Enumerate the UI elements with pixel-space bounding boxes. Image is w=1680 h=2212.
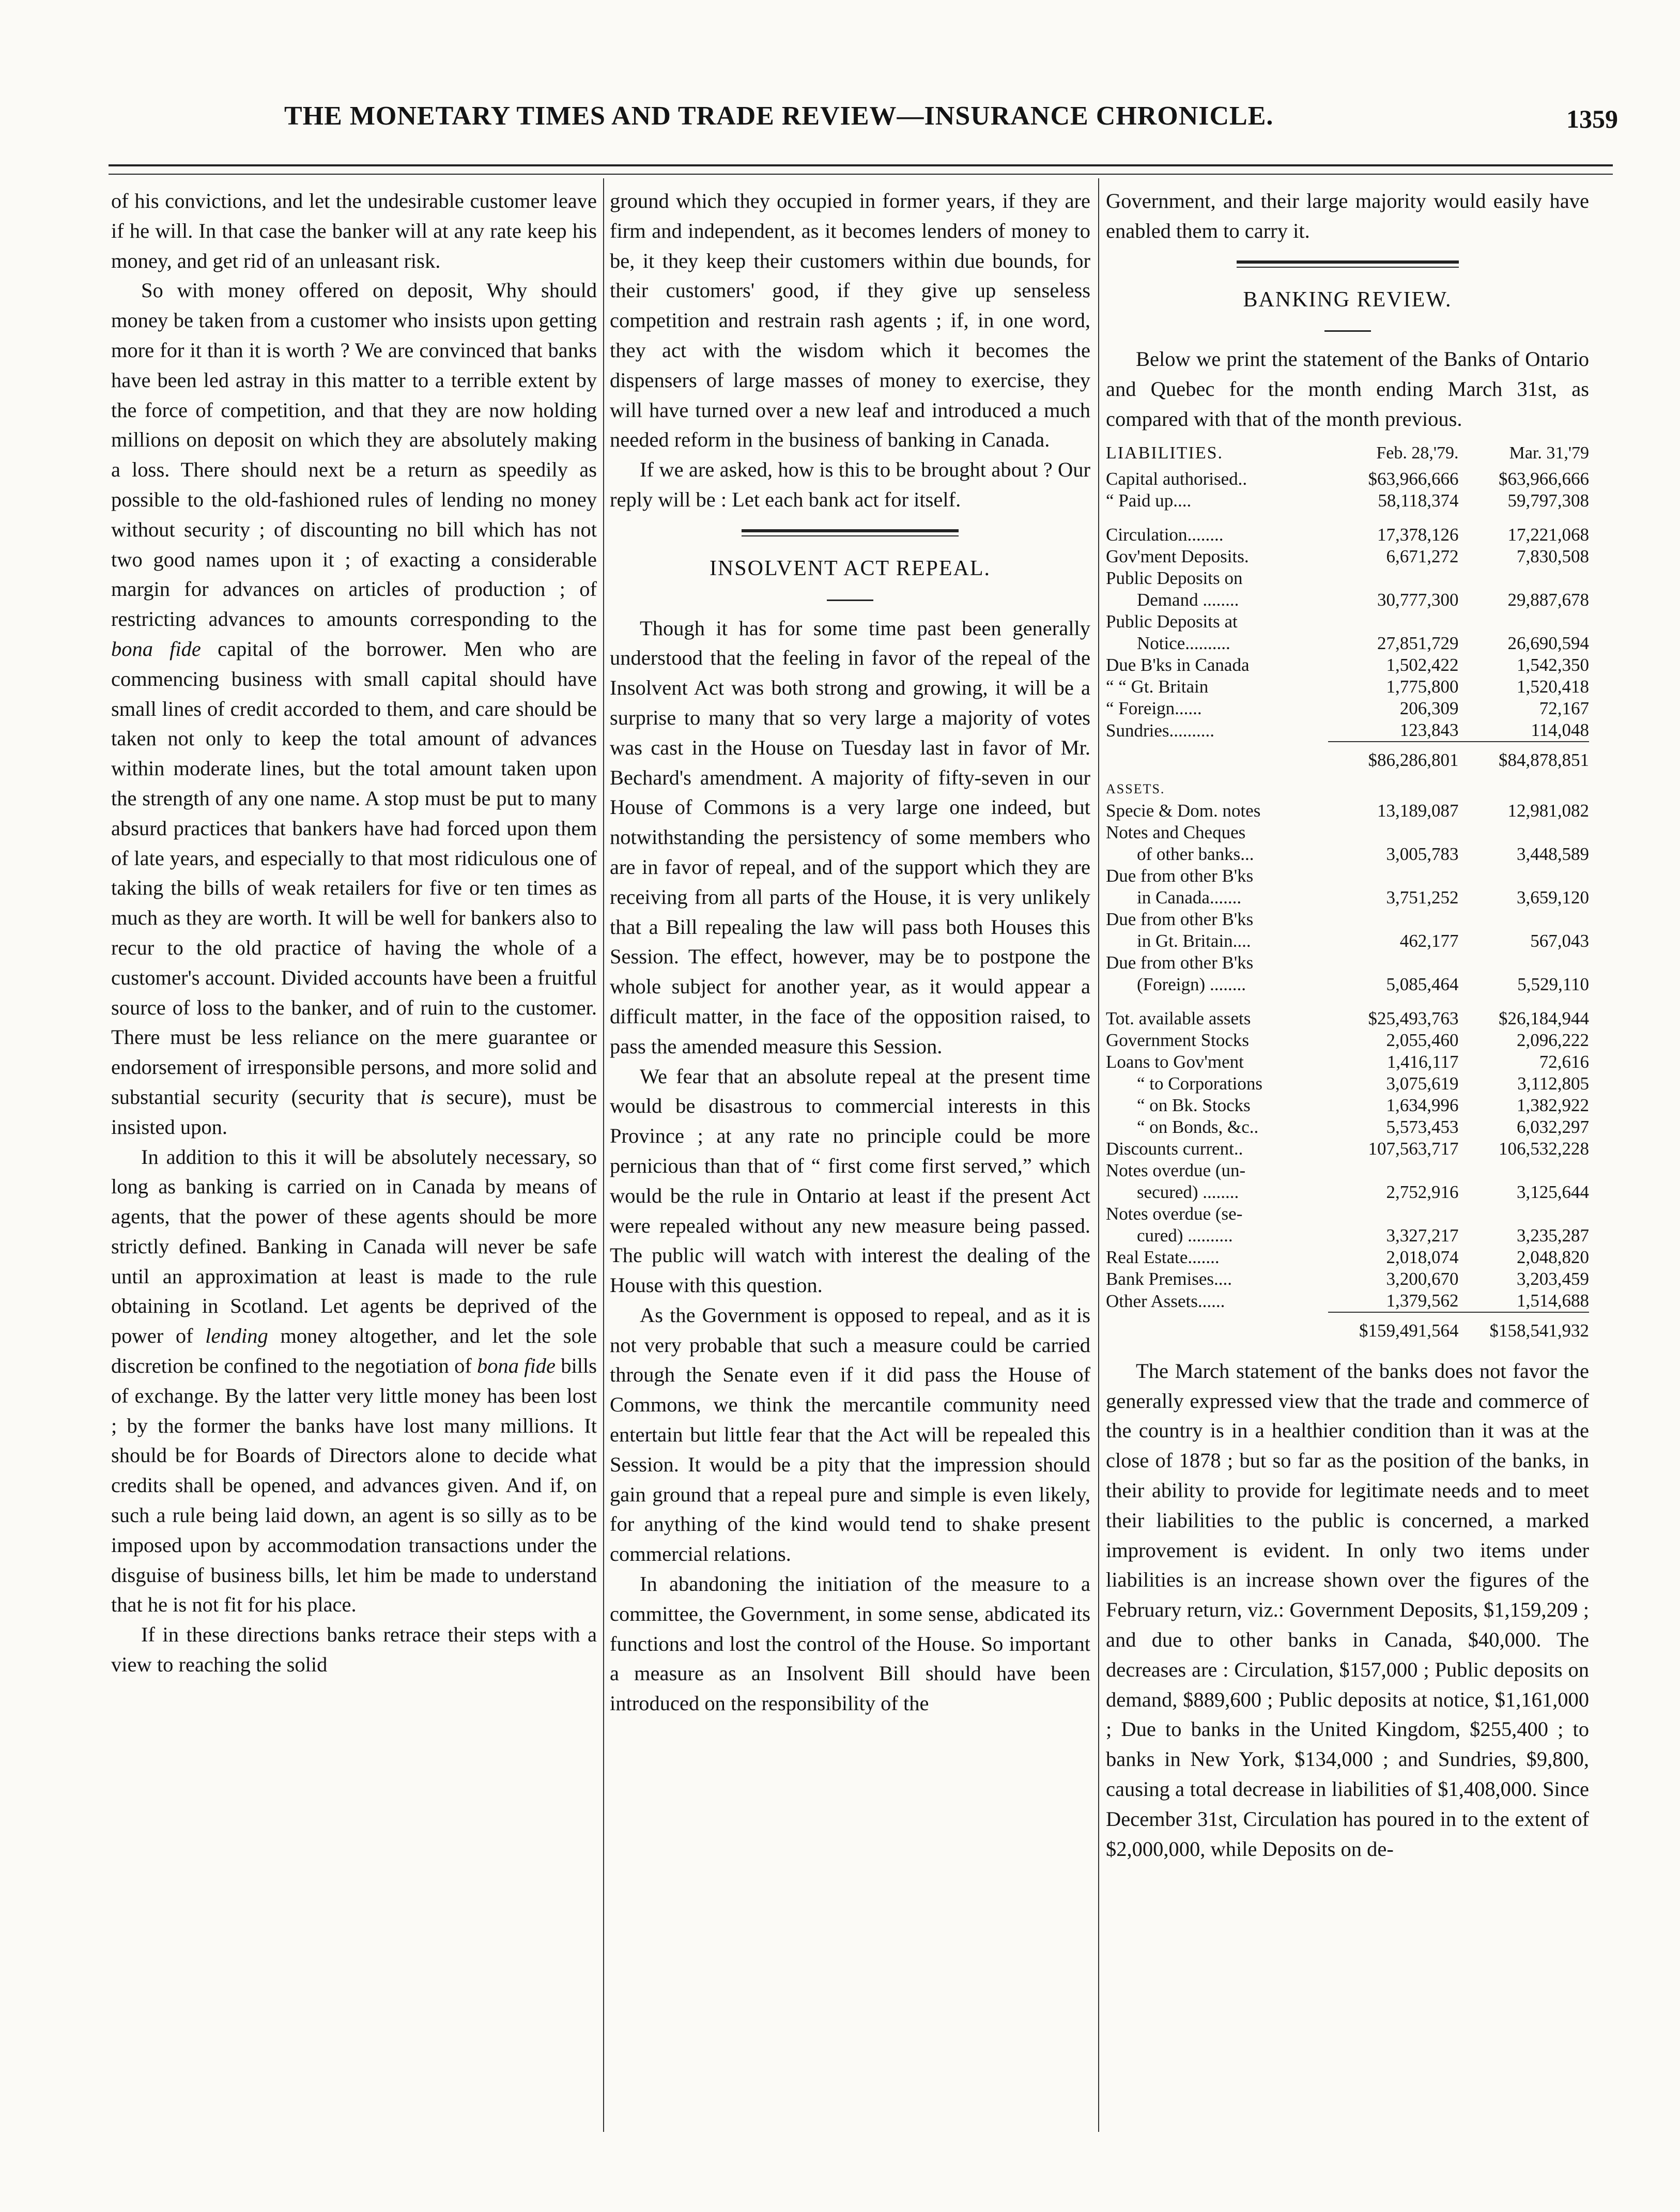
value-feb: 6,671,272 — [1386, 546, 1459, 566]
table-header-row — [1106, 442, 1589, 468]
value-mar: $84,878,851 — [1459, 742, 1589, 778]
row-label: Other Assets...... — [1106, 1291, 1225, 1311]
value-feb: 462,177 — [1399, 930, 1459, 951]
paragraph: If in these directions banks retrace their steps with a view to reaching the solid — [111, 1623, 597, 1677]
row-label: Capital authorised.. — [1106, 468, 1247, 489]
value-mar: 114,048 — [1531, 719, 1589, 740]
value-mar: 72,616 — [1539, 1051, 1589, 1072]
table-row — [1106, 822, 1589, 843]
paragraph: We fear that an absolute repeal at the present time would be disastrous to commercial interests in this Province ; at any rate no principle could be more pernicious than that of “ first come first served,” which would be the rule in Ontario at least if the present Act were repealed without any new measure being passed. The public will watch with interest the dealing of the House with this question. — [610, 1064, 1090, 1297]
row-label: (Foreign) ........ — [1137, 974, 1246, 994]
value-mar: 3,659,120 — [1517, 887, 1589, 908]
row-label: Notes overdue (se- — [1106, 1203, 1243, 1224]
journal-title: THE MONETARY TIMES AND TRADE REVIEW—INSURANCE CHRONICLE. — [284, 101, 1274, 131]
value-mar: 2,048,820 — [1517, 1247, 1589, 1267]
value-mar: 17,221,068 — [1507, 524, 1589, 545]
row-label: Due from other B'ks — [1106, 865, 1254, 886]
value-mar: 5,529,110 — [1517, 974, 1589, 994]
value-feb: 3,751,252 — [1386, 887, 1459, 908]
row-label: Circulation........ — [1106, 524, 1224, 545]
value-mar: 106,532,228 — [1499, 1138, 1589, 1159]
row-label: Due from other B'ks — [1106, 909, 1254, 929]
value-mar — [1459, 567, 1589, 589]
row-label: in Gt. Britain.... — [1137, 930, 1251, 951]
table-row — [1106, 1160, 1589, 1181]
table-row — [1106, 952, 1589, 974]
table-row — [1106, 1290, 1589, 1312]
paragraph: If we are asked, how is this to be brought about ? Our reply will be : Let each bank act for itself. — [610, 458, 1090, 511]
table-row — [1106, 698, 1589, 719]
value-mar — [1459, 1203, 1589, 1225]
value-mar — [1459, 778, 1589, 800]
value-feb — [1328, 778, 1458, 800]
value-mar: 3,203,459 — [1517, 1268, 1589, 1289]
value-mar: Mar. 31,'79 — [1509, 443, 1589, 463]
row-label: Specie & Dom. notes — [1106, 800, 1261, 821]
value-mar: 59,797,308 — [1507, 490, 1589, 511]
column-divider-2 — [1098, 178, 1099, 2132]
section-heading-insolvent-act: INSOLVENT ACT REPEAL. — [709, 556, 991, 580]
value-feb: 13,189,087 — [1377, 800, 1459, 821]
paragraph: In abandoning the initiation of the measure to a committee, the Government, in some sense, abdicated its functions and lost the control of the House. So important a measure as an Insolvent Bill should have been introduced on the responsibility of the — [610, 1572, 1090, 1715]
row-label: Notice.......... — [1137, 633, 1230, 653]
page-number: 1359 — [1566, 104, 1618, 133]
table-row — [1106, 654, 1589, 676]
table-row — [1106, 887, 1589, 909]
row-label: Gov'ment Deposits. — [1106, 546, 1249, 566]
row-label: “ on Bk. Stocks — [1137, 1095, 1251, 1115]
row-label: Government Stocks — [1106, 1030, 1250, 1050]
table-row — [1106, 1073, 1589, 1095]
table-row — [1106, 865, 1589, 887]
row-label: of other banks... — [1137, 843, 1254, 864]
value-mar: 1,520,418 — [1517, 676, 1589, 697]
paragraph: So with money offered on deposit, Why should money be taken from a customer who insists upon getting more for it than it is worth ? We are convinced that banks have been led astray in this matter to a terrible extent by the force of competition, and that they are now holding millions on deposit on which they are absolutely making a loss. There should next be a return as speedily as possible to the old-fashioned rules of lending no money without security ; of discounting no bill which has not two good names upon it ; of exacting a considerable margin for advances on articles of production ; of restricting advances to amounts corresponding to the bona fide capital of the borrower. Men who are commencing business with small capital should have small lines of credit accorded to them, and care should be taken not only to keep the total amount of advances within moderate lines, but the total amount taken upon the strength of any one name. A stop must be put to many absurd practices that bankers have had forced upon them of late years, and especially to that most ridiculous one of taking the bills of weak retailers for five or ten times as much as they are worth. It will be well for bankers also to recur to the old practice of having the whole of a customer's account. Divided accounts have been a fruitful source of loss to the banker, and of ruin to the customer. There must be less reliance on the mere guarantee or endorsement of irresponsible persons, and more solid and substantial security (security that is secure), must be insisted upon. — [111, 279, 597, 1139]
value-feb: $63,966,666 — [1368, 468, 1459, 489]
column-3 — [1106, 186, 1589, 2140]
total-row — [1106, 1312, 1589, 1349]
value-feb: 3,327,217 — [1386, 1225, 1459, 1246]
value-mar: $26,184,944 — [1499, 1008, 1589, 1028]
value-mar — [1459, 865, 1589, 887]
table-row — [1106, 1138, 1589, 1160]
table-row — [1106, 1247, 1589, 1268]
table-row — [1106, 1051, 1589, 1073]
table-row — [1106, 930, 1589, 952]
value-mar — [1459, 1160, 1589, 1181]
paragraph: Though it has for some time past been generally understood that the feeling in favor of the repeal of the Insolvent Act was both strong and growing, it will be a surprise to many that so very large a majority of votes was cast in the House on Tuesday last in favor of Mr. Bechard's amendment. A majority of fifty-seven in our House of Commons is a very large one indeed, but notwithstanding the persistency of some members who are in favor of repeal, and of the support which they are receiving from all parts of the House, it is very unlikely that a Bill repealing the law will pass both Houses this Session. The effect, however, may be to postpone the whole subject for another year, as it would appear a difficult matter, in the face of the opposition raised, to pass the amended measure this Session. — [610, 616, 1090, 1058]
value-mar: 3,235,287 — [1517, 1225, 1589, 1246]
value-mar: 72,167 — [1539, 698, 1589, 718]
column-1 — [111, 186, 597, 2140]
row-label: Public Deposits at — [1106, 611, 1238, 632]
value-mar: 3,125,644 — [1517, 1181, 1589, 1202]
paragraph: As the Government is opposed to repeal, and as it is not very probable that such a measure could be carried through the Senate even if it did pass the House of Commons, we think the mercantile community need entertain but little fear that the Act will be repealed this Session. It would be a pity that the impression should gain ground that a repeal pure and simple is even likely, for anything of the kind would tend to shake present commercial relations. — [610, 1303, 1090, 1566]
section-divider — [1237, 260, 1459, 268]
value-feb: 107,563,717 — [1368, 1138, 1459, 1159]
table-row — [1106, 1095, 1589, 1116]
value-feb — [1328, 567, 1458, 589]
column-divider-1 — [603, 178, 604, 2132]
value-mar: 12,981,082 — [1507, 800, 1589, 821]
row-label: “ to Corporations — [1137, 1073, 1263, 1094]
table-row — [1106, 909, 1589, 930]
paragraph: ground which they occupied in former years, if they are firm and independent, as it becomes lenders of money to be, it they keep their customers within due bounds, for their customers' good, if they give up senseless competition and restrain rash agents ; if, in one word, they act with the wisdom which it becomes the dispensers of large masses of money to exercise, they will have turned over a new leaf and introduced a much needed reform in the business of banking in Canada. — [610, 189, 1090, 452]
row-label: Due B'ks in Canada — [1106, 654, 1250, 675]
row-label: Due from other B'ks — [1106, 952, 1254, 973]
value-feb: 27,851,729 — [1377, 633, 1459, 653]
value-mar: $63,966,666 — [1499, 468, 1589, 489]
table-row — [1106, 468, 1589, 490]
value-feb: 17,378,126 — [1377, 524, 1459, 545]
table-row — [1106, 1225, 1589, 1247]
row-label: “ “ Gt. Britain — [1106, 676, 1209, 697]
value-mar: 29,887,678 — [1507, 589, 1589, 610]
row-label: ASSETS. — [1106, 781, 1165, 796]
row-label: “ Paid up.... — [1106, 490, 1192, 511]
value-mar: 3,448,589 — [1517, 843, 1589, 864]
table-row — [1106, 1268, 1589, 1290]
table-row — [1106, 843, 1589, 865]
table-row — [1106, 1203, 1589, 1225]
value-mar: 2,096,222 — [1517, 1030, 1589, 1050]
value-feb: 2,752,916 — [1386, 1181, 1459, 1202]
value-feb: 1,634,996 — [1386, 1095, 1459, 1115]
table-row — [1106, 567, 1589, 589]
table-row — [1106, 676, 1589, 698]
value-feb — [1328, 909, 1458, 930]
table-row — [1106, 974, 1589, 995]
row-label: Demand ........ — [1137, 589, 1239, 610]
value-mar: 6,032,297 — [1517, 1116, 1589, 1137]
value-feb: 1,379,562 — [1386, 1290, 1459, 1311]
value-feb: 123,843 — [1399, 719, 1459, 740]
value-feb: $86,286,801 — [1328, 742, 1458, 778]
value-mar: 567,043 — [1530, 930, 1589, 951]
value-mar: $158,541,932 — [1459, 1312, 1589, 1349]
table-row — [1106, 633, 1589, 654]
value-feb: Feb. 28,'79. — [1376, 443, 1459, 463]
section-heading-banking-review: BANKING REVIEW. — [1243, 287, 1452, 312]
value-feb: 2,018,074 — [1386, 1247, 1459, 1267]
value-mar — [1459, 611, 1589, 633]
value-feb: 1,502,422 — [1386, 654, 1459, 675]
value-mar: 3,112,805 — [1517, 1073, 1589, 1094]
row-label — [1106, 1312, 1328, 1349]
value-feb: $25,493,763 — [1368, 1008, 1459, 1028]
value-feb — [1328, 611, 1458, 633]
heading-underline — [1324, 330, 1371, 332]
value-mar: 7,830,508 — [1517, 546, 1589, 566]
table-row — [1106, 611, 1589, 633]
paragraph: of his convictions, and let the undesirable customer leave if he will. In that case the banker will at any rate keep his money, and get rid of an unleasant risk. — [111, 189, 597, 272]
row-label: Real Estate....... — [1106, 1247, 1220, 1267]
row-label — [1106, 742, 1328, 778]
table-row — [1106, 589, 1589, 611]
header-rule — [109, 164, 1613, 175]
value-feb: 5,085,464 — [1386, 974, 1459, 994]
value-feb — [1328, 822, 1458, 843]
value-mar — [1459, 952, 1589, 974]
value-mar: 1,382,922 — [1517, 1095, 1589, 1115]
row-label: Tot. available assets — [1106, 1008, 1251, 1028]
section-divider — [742, 529, 959, 536]
value-feb: 3,005,783 — [1386, 843, 1459, 864]
value-feb — [1328, 1203, 1458, 1225]
row-label: “ on Bonds, &c.. — [1137, 1116, 1259, 1137]
value-feb: 1,775,800 — [1386, 676, 1459, 697]
bank-statement-table — [1106, 442, 1589, 1349]
value-feb: 1,416,117 — [1386, 1051, 1459, 1072]
value-mar: 1,514,688 — [1517, 1290, 1589, 1311]
row-label: Sundries.......... — [1106, 720, 1214, 741]
value-feb: 30,777,300 — [1377, 589, 1459, 610]
value-mar: 26,690,594 — [1507, 633, 1589, 653]
value-mar — [1459, 909, 1589, 930]
row-label: Notes and Cheques — [1106, 822, 1246, 842]
section-row — [1106, 778, 1589, 800]
value-feb: 3,075,619 — [1386, 1073, 1459, 1094]
row-label: secured) ........ — [1137, 1181, 1239, 1202]
heading-underline — [827, 600, 873, 601]
row-label: cured) .......... — [1137, 1225, 1233, 1246]
value-feb — [1328, 865, 1458, 887]
value-feb — [1328, 952, 1458, 974]
row-label: Discounts current.. — [1106, 1138, 1243, 1159]
value-feb: $159,491,564 — [1328, 1312, 1458, 1349]
row-label: LIABILITIES. — [1106, 443, 1224, 463]
table-row — [1106, 800, 1589, 822]
row-label: Loans to Gov'ment — [1106, 1051, 1244, 1072]
row-label: Public Deposits on — [1106, 567, 1243, 588]
paragraph: Government, and their large majority would easily have enabled them to carry it. — [1106, 189, 1589, 242]
column-2 — [610, 186, 1090, 2140]
value-feb: 3,200,670 — [1386, 1268, 1459, 1289]
page-header — [109, 101, 1628, 142]
value-feb: 58,118,374 — [1378, 490, 1459, 511]
row-label: Bank Premises.... — [1106, 1268, 1232, 1289]
value-mar — [1459, 822, 1589, 843]
row-label: “ Foreign...... — [1106, 698, 1202, 718]
table-row — [1106, 1030, 1589, 1051]
paragraph: The March statement of the banks does not favor the generally expressed view that the trade and commerce of the country is in a healthier condition than it was at the close of 1878 ; but so far as the position of the banks, in their ability to provide for legitimate needs and to meet their liabilities to the public is concerned, a marked improvement is evident. In only two items under liabilities is an increase shown over the figures of the February return, viz.: Government Deposits, $1,159,209 ; and due to other banks in Canada, $40,000. The decreases are : Circulation, $157,000 ; Public deposits on demand, $889,600 ; Public deposits at notice, $1,161,000 ; Due to banks in the United Kingdom, $255,400 ; to banks in New York, $134,000 ; and Sundries, $9,800, causing a total decrease in liabilities of $1,408,000. Since December 31st, Circulation has poured in to the extent of $2,000,000, while Deposits on de- — [1106, 1359, 1589, 1861]
spacer-row — [1106, 995, 1589, 1008]
row-label: in Canada....... — [1137, 887, 1242, 908]
spacer-row — [1106, 512, 1589, 524]
value-feb: 2,055,460 — [1386, 1030, 1459, 1050]
paragraph: Below we print the statement of the Banks of Ontario and Quebec for the month ending March 31st, as compared with that of the month previous. — [1106, 347, 1589, 431]
table-row — [1106, 719, 1589, 742]
table-row — [1106, 1116, 1589, 1138]
table-row — [1106, 546, 1589, 567]
table-row — [1106, 524, 1589, 546]
total-row — [1106, 742, 1589, 778]
table-row — [1106, 490, 1589, 512]
table-row — [1106, 1008, 1589, 1030]
table-row — [1106, 1181, 1589, 1203]
value-feb: 206,309 — [1399, 698, 1459, 718]
value-mar: 1,542,350 — [1517, 654, 1589, 675]
value-feb — [1328, 1160, 1458, 1181]
row-label: Notes overdue (un- — [1106, 1160, 1246, 1180]
paragraph: In addition to this it will be absolutely necessary, so long as banking is carried on in Canada by means of agents, that the power of these agents should be more strictly defined. Banking in Canada will never be safe until an approximation at least is made to the rule obtaining in Scotland. Let agents be deprived of the power of lending money altogether, and let the sole discretion be confined to the negotiation of bona fide bills of exchange. By the latter very little money has been lost ; by the former the banks have lost many millions. It should be for Boards of Directors alone to decide what credits shall be opened, and advances given. And if, on such a rule being laid down, an agent is so silly as to be imposed upon by accommodation transactions under the disguise of business bills, let him be made to understand that he is not fit for his place. — [111, 1145, 597, 1617]
value-feb: 5,573,453 — [1386, 1116, 1459, 1137]
